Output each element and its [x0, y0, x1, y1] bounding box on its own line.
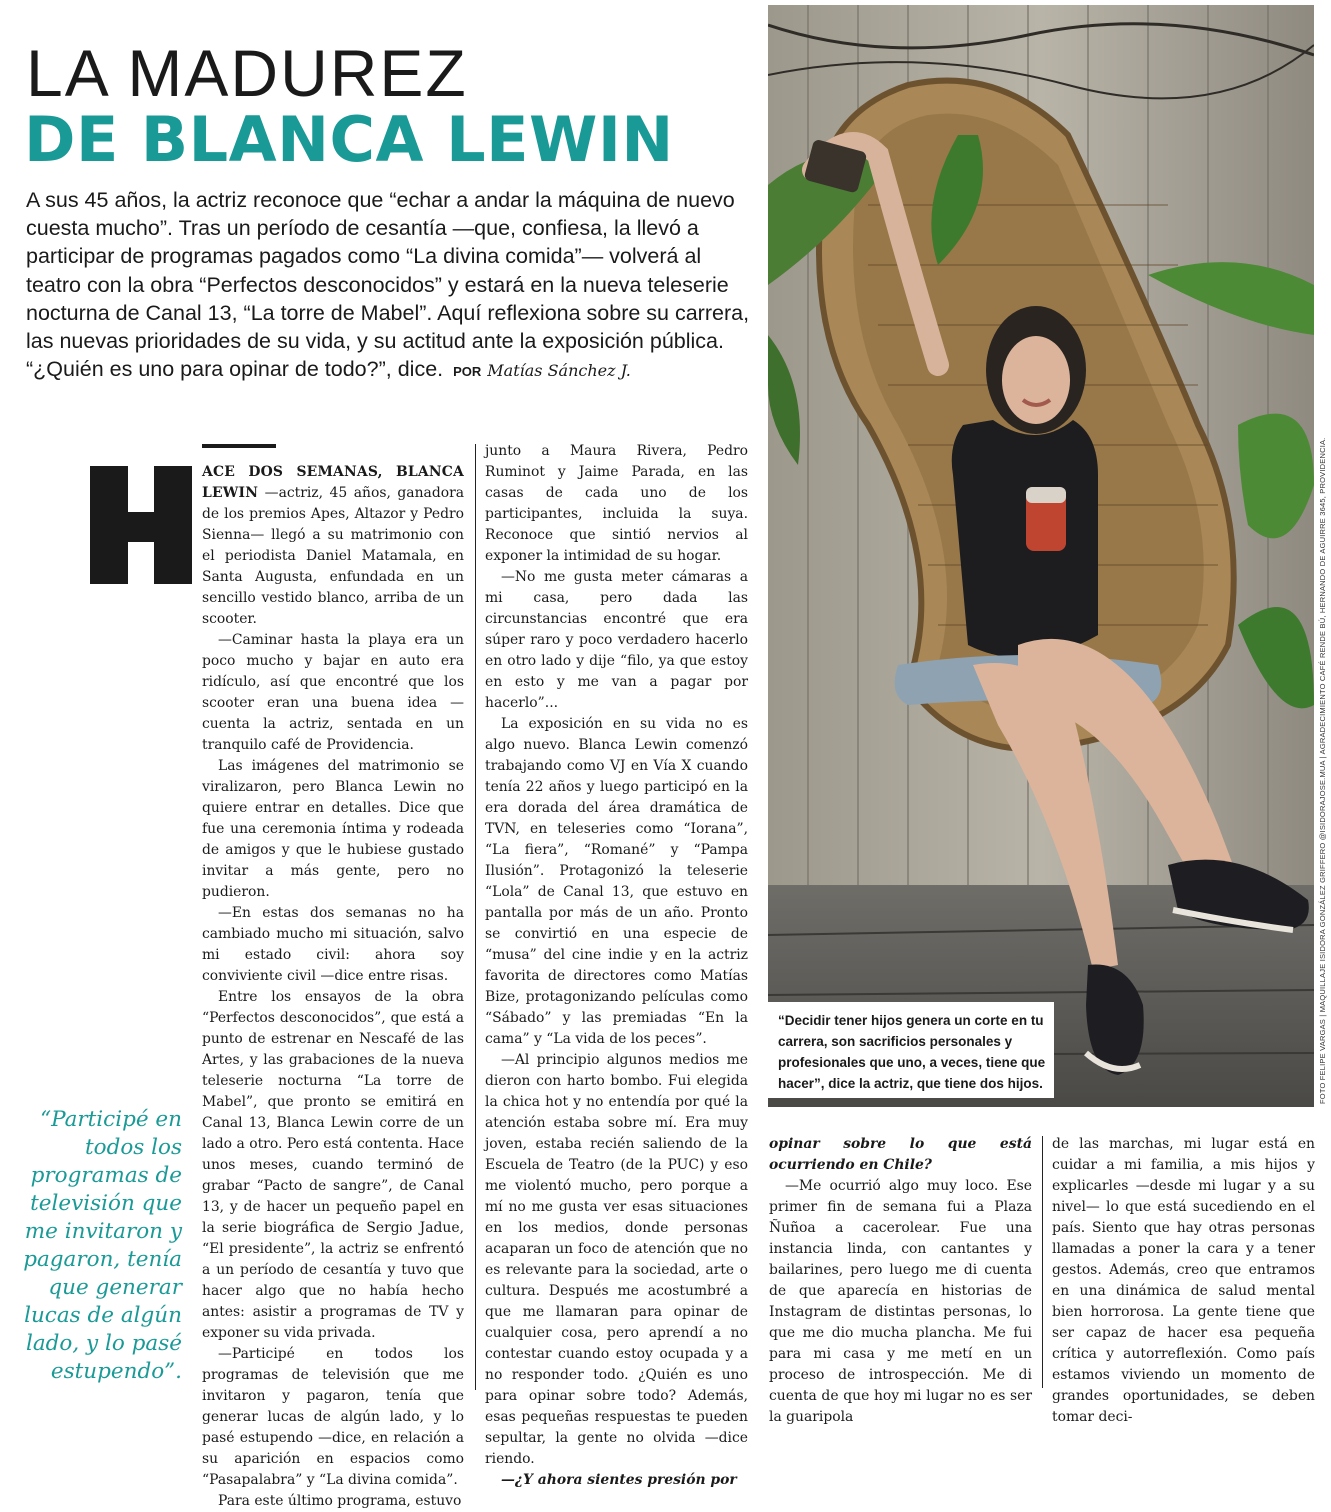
- opening-paragraph: [202, 462, 464, 630]
- photo-illustration: [768, 5, 1314, 1107]
- paragraph: —Al principio algunos medios me dieron con harto bombo. Fui elegida la chica hot y no entendía por qué la atención estaba sobre mí. Era muy joven, estaba recién saliendo de la Escuela de Teatro (de la PUC) y eso me violentó mucho, pero porque a mí no me gusta ver esas situaciones en los medios, donde personas acaparan un foco de atención que no es relevante para la sociedad, arte o cultura. Después me acostumbré a que me llamaran para opinar de cualquier cosa, pero aprendí a no contestar cuando estoy ocupada y a no responder todo. ¿Quién es uno para opinar sobre todo? Además, esas pequeñas respuestas te pueden sepultar, la gente no olvida —dice riendo.: [485, 1052, 748, 1467]
- column-rule-1: [475, 444, 476, 1390]
- paragraph: junto a Maura Rivera, Pedro Ruminot y Jaime Parada, en las casas de cada uno de los participantes, incluida la suya. Reconoce que sintió nervios al exponer la intimidad de su hogar.: [485, 443, 748, 564]
- pull-quote: “Participé en todos los programas de televisión que me invitaron y pagaron, tenía que generar lucas de algún lado, y lo pasé estupendo”.: [23, 1107, 182, 1384]
- byline-author: Matías Sánchez J.: [487, 361, 631, 381]
- headline-line-1: LA MADUREZ: [26, 36, 468, 110]
- interview-question: —¿Y ahora sientes presión por: [501, 1472, 737, 1488]
- paragraph: —Participé en todos los programas de televisión que me invitaron y pagaron, tenía que generar lucas de algún lado, y lo pasé estupendo —dice, en relación a su aparición en espacios como “Pasapalabra” y “La divina comida”.: [202, 1346, 464, 1488]
- lead-paragraph: [26, 186, 756, 386]
- article-column-3: [769, 1134, 1032, 1428]
- opening-rest: —actriz, 45 años, ganadora de los premios Apes, Altazor y Pedro Sienna— llegó a su matrimonio con el periodista Daniel Matamala, en Santa Augusta, enfundada en un sencillo vestido blanco, arriba de un scooter.: [202, 485, 464, 627]
- article-column-2: [485, 441, 748, 1491]
- paragraph: Para este último programa, estuvo: [218, 1493, 462, 1509]
- paragraph: de las marchas, mi lugar está en cuidar a mi familia, a mis hijos y explicarles —desde mi lugar y a su nivel— lo que está sucediendo en el país. Siento que hay otras personas llamadas a poner la cara y a tener gestos. Además, creo que entramos en una dinámica de salud mental bien horrorosa. La gente tiene que ser capaz de hacer esa pequeña crítica y autorreflexión. Como país estamos viviendo un momento de grandes oportunidades, se deben tomar deci-: [1052, 1136, 1315, 1425]
- article-column-1: [202, 462, 464, 1512]
- lead-text: A sus 45 años, la actriz reconoce que “echar a andar la máquina de nuevo cuesta mucho”. Tras un período de cesantía —que, confiesa, la llevó a participar de programas pagados como “La divina comida”— volverá al teatro con la obra “Perfectos desconocidos” y estará en la nueva teleserie nocturna de Canal 13, “La torre de Mabel”. Aquí reflexiona sobre su carrera, las nuevas prioridades de su vida, y su actitud ante la exposición pública. “¿Quién es uno para opinar de todo?”, dice.: [26, 188, 750, 382]
- paragraph: —No me gusta meter cámaras a mi casa, pero dada las circunstancias encontré que era súper raro y poco verdadero hacerlo en otro lado y dije “filo, ya que estoy en esto y me van a pagar por hacerlo”...: [485, 569, 748, 711]
- article-column-4: [1052, 1134, 1315, 1428]
- opening-caps: ACE DOS SEMANAS, BLANCA LEWIN: [202, 464, 464, 501]
- paragraph: Las imágenes del matrimonio se viralizaron, pero Blanca Lewin no quiere entrar en detalles. Dice que fue una ceremonia íntima y rodeada de amigos y que le hubiese gustado invitar a más gente, pero no pudieron.: [202, 758, 464, 900]
- paragraph: —Caminar hasta la playa era un poco mucho y bajar en auto era ridículo, así que encontré que los scooter eran una buena idea —cuenta la actriz, sentada en un tranquilo café de Providencia.: [202, 632, 464, 753]
- dropcap-letter: [90, 466, 192, 584]
- section-bar: [202, 444, 276, 448]
- interview-question-end: opinar sobre lo que está ocurriendo en Chile?: [769, 1136, 1032, 1173]
- paragraph: —Me ocurrió algo muy loco. Ese primer fin de semana fui a Plaza Ñuñoa a cacerolear. Fue una instancia linda, con cantantes y bailarines, pero luego me di cuenta de que aparecía en historias de Instagram de distintas personas, lo que me dio mucha plancha. Me fui para mi casa y me metí en un proceso de introspección. Me di cuenta de que hoy mi lugar no es ser la guaripola: [769, 1178, 1032, 1425]
- headline-line-2: DE BLANCA LEWIN: [24, 103, 674, 176]
- byline-label: POR: [453, 364, 482, 380]
- paragraph: —En estas dos semanas no ha cambiado mucho mi situación, salvo mi estado civil: ahora soy conviviente civil —dice entre risas.: [202, 905, 464, 984]
- photo-caption: “Decidir tener hijos genera un corte en tu carrera, son sacrificios personales y profesionales que uno, a veces, tiene que hacer”, dice la actriz, que tiene dos hijos.: [768, 1002, 1054, 1098]
- paragraph: La exposición en su vida no es algo nuevo. Blanca Lewin comenzó trabajando como VJ en Vía X cuando tenía 22 años y luego participó en la era dorada del área dramática de TVN, en teleseries como “Iorana”, “La fiera”, “Romané” y “Pampa Ilusión”. Protagonizó la teleserie “Lola” de Canal 13, que estuvo en pantalla por más de un año. Pronto se convirtió en una especie de “musa” del cine indie y en la actriz favorita de directores como Matías Bize, protagonizando películas como “Sábado” y las premiadas “En la cama” y “La vida de los peces”.: [485, 716, 748, 1047]
- portrait-photo: [768, 5, 1314, 1107]
- photo-credit: FOTO FELIPE VARGAS | MAQUILLAJE ISIDORA GONZÁLEZ GRIFFERO @ISIDORAJOSE.MUA | AGRADECIMIENTO CAFÉ RENDE BÚ, HERNANDO DE AGUIRRE 3645, PROVIDENCIA.: [1318, 437, 1327, 1104]
- column-rule-2: [1042, 1136, 1043, 1388]
- paragraph: Entre los ensayos de la obra “Perfectos desconocidos”, que está a punto de estrenar en Nescafé de las Artes, y las grabaciones de la nueva teleserie nocturna “La torre de Mabel”, que pronto se emitirá en Canal 13, Blanca Lewin corre de un lado a otro. Pero está contenta. Hace unos meses, cuando terminó de grabar “Pacto de sangre”, de Canal 13, y de hacer un pequeño papel en la serie biográfica de Sergio Jadue, “El presidente”, la actriz se enfrentó a un período de cesantía y tuvo que hacer algo que no había hecho antes: asistir a programas de TV y exponer su vida privada.: [202, 989, 464, 1341]
